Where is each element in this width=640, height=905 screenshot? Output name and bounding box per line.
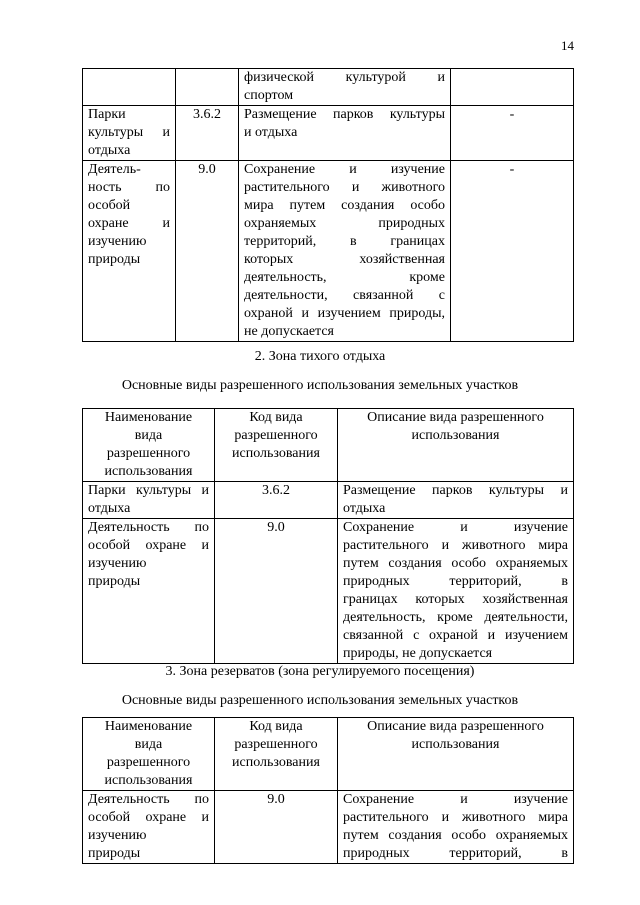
text-line: использования xyxy=(104,464,193,479)
text-line: охране и xyxy=(88,216,170,231)
text-line: культуры и xyxy=(88,125,170,140)
text-line: природы xyxy=(88,574,141,589)
table-row xyxy=(83,482,574,519)
text-line: ность по xyxy=(88,180,170,195)
text-line: использования xyxy=(232,446,320,461)
text-line: Код вида xyxy=(249,719,303,734)
text-line: Сохранение и изучение xyxy=(244,162,445,177)
section-2-title: 2. Зона тихого отдыха xyxy=(254,349,386,364)
text-line: Деятельность по xyxy=(88,520,209,535)
text-line: мира путем создания особо xyxy=(244,198,445,213)
text-line: разрешенного xyxy=(106,446,191,461)
text-line: спортом xyxy=(244,88,294,103)
text-line: Деятельность по xyxy=(88,792,209,807)
text-line: вида xyxy=(134,737,163,752)
extra-cell: - xyxy=(451,106,574,161)
text-line: деятельность, кроме деятельности, xyxy=(343,610,568,625)
text-line: связанной с охраной и изучением xyxy=(343,628,568,643)
text-line: природных территорий, в xyxy=(343,574,568,589)
code-cell: 9.0 xyxy=(215,791,338,864)
name-cell xyxy=(83,482,215,519)
name-cell xyxy=(83,161,176,342)
text-line: изучению xyxy=(88,234,147,249)
text-line: растительного и животного мира xyxy=(343,538,568,553)
text-line: изучению xyxy=(88,828,147,843)
text-line: охраняемых природных xyxy=(244,216,445,231)
text-line: Наименование xyxy=(104,410,193,425)
text-line: вида xyxy=(134,428,163,443)
description-cell xyxy=(338,482,574,519)
code-cell: 3.6.2 xyxy=(215,482,338,519)
page-number: 14 xyxy=(561,38,574,53)
text-line: отдыха xyxy=(88,501,131,516)
text-line: деятельности, связанной с xyxy=(244,288,445,303)
text-line: Сохранение и изучение xyxy=(343,520,568,535)
text-line: природы, не допускается xyxy=(343,646,493,661)
name-cell xyxy=(83,69,176,106)
text-line: Наименование xyxy=(104,719,193,734)
name-cell xyxy=(83,519,215,664)
text-line: растительного и животного мира xyxy=(343,810,568,825)
text-line: изучению xyxy=(88,556,147,571)
extra-cell: - xyxy=(451,161,574,342)
header-description xyxy=(338,718,574,791)
extra-cell xyxy=(451,69,574,106)
text-line: растительного и животного xyxy=(244,180,445,195)
text-line: охраной и изучением природы, xyxy=(244,306,445,321)
header-name xyxy=(83,718,215,791)
text-line: особой охране и xyxy=(88,538,209,553)
text-line: использования xyxy=(232,755,320,770)
description-cell xyxy=(239,161,451,342)
description-cell xyxy=(239,106,451,161)
table-zone-quiet-rest xyxy=(82,408,574,664)
text-line: природных территорий, в xyxy=(343,846,568,861)
text-line: разрешенного xyxy=(106,755,191,770)
text-line: использования xyxy=(104,773,193,788)
header-code xyxy=(215,718,338,791)
header-code xyxy=(215,409,338,482)
table-row xyxy=(83,69,574,106)
text-line: использования xyxy=(411,428,500,443)
text-line: разрешенного xyxy=(234,737,318,752)
table-continuation xyxy=(82,68,574,342)
text-line: отдыха xyxy=(88,143,131,158)
text-line: Сохранение и изучение xyxy=(343,792,568,807)
text-line: Размещение парков культуры xyxy=(244,107,445,122)
text-line: деятельность, кроме xyxy=(244,270,445,285)
code-cell: 9.0 xyxy=(176,161,239,342)
code-cell: 3.6.2 xyxy=(176,106,239,161)
text-line: территорий, в границах xyxy=(244,234,445,249)
text-line: границах которых хозяйственная xyxy=(343,592,568,607)
section-3-title: 3. Зона резерватов (зона регулируемого посещения) xyxy=(165,664,475,679)
text-line: которых хозяйственная xyxy=(244,252,445,267)
text-line: путем создания особо охраняемых xyxy=(343,828,568,843)
table-zone-reserves xyxy=(82,717,574,864)
text-line: Описание вида разрешенного xyxy=(367,719,544,734)
text-line: природы xyxy=(88,846,141,861)
description-cell xyxy=(239,69,451,106)
text-line: использования xyxy=(411,737,500,752)
table-header-row xyxy=(83,718,574,791)
text-line: Деятель- xyxy=(88,162,141,177)
section-3-subtitle: Основные виды разрешенного использования земельных участков xyxy=(121,693,519,708)
text-line: не допускается xyxy=(244,324,334,339)
text-line: путем создания особо охраняемых xyxy=(343,556,568,571)
text-line: отдыха xyxy=(343,501,386,516)
table-row xyxy=(83,161,574,342)
table-row xyxy=(83,519,574,664)
text-line: Размещение парков культуры и xyxy=(343,483,568,498)
name-cell xyxy=(83,791,215,864)
description-cell xyxy=(338,791,574,864)
table-row xyxy=(83,791,574,864)
table-header-row xyxy=(83,409,574,482)
text-line: природы xyxy=(88,252,141,267)
header-name xyxy=(83,409,215,482)
header-description xyxy=(338,409,574,482)
code-cell: 9.0 xyxy=(215,519,338,664)
text-line: особой xyxy=(88,198,131,213)
description-cell xyxy=(338,519,574,664)
text-line: Описание вида разрешенного xyxy=(367,410,544,425)
code-cell xyxy=(176,69,239,106)
section-2-subtitle: Основные виды разрешенного использования земельных участков xyxy=(121,378,519,393)
text-line: Парки культуры и xyxy=(88,483,209,498)
text-line: и отдыха xyxy=(244,125,298,140)
text-line: Код вида xyxy=(249,410,303,425)
text-line: Парки xyxy=(88,107,126,122)
text-line: особой охране и xyxy=(88,810,209,825)
name-cell xyxy=(83,106,176,161)
text-line: разрешенного xyxy=(234,428,318,443)
table-row xyxy=(83,106,574,161)
text-line: физической культурой и xyxy=(244,70,445,85)
